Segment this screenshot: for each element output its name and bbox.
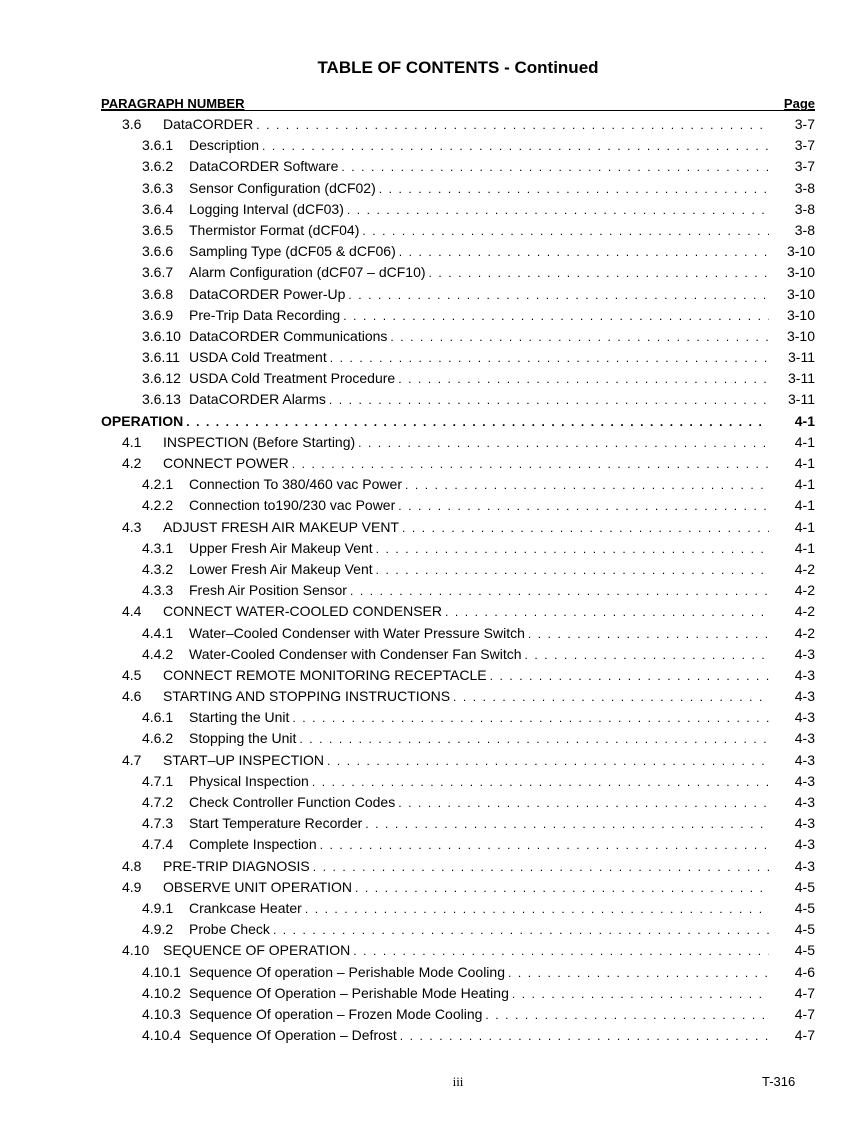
- toc-entry[interactable]: [101, 964, 815, 985]
- toc-entry-title: OBSERVE UNIT OPERATION: [163, 878, 353, 895]
- toc-entry[interactable]: [101, 434, 815, 455]
- toc-entry-number: 4.3.2: [142, 560, 174, 577]
- toc-entry-number: 4.3: [122, 518, 142, 535]
- toc-entry-number: 4.6: [122, 688, 142, 705]
- dot-leader: [329, 393, 769, 407]
- toc-entry-title: Complete Inspection: [189, 836, 317, 853]
- toc-entry-title: Water-Cooled Condenser with Condenser Fan Switch: [189, 645, 522, 662]
- toc-entry-number: 4.2.1: [142, 476, 174, 493]
- toc-entry-page: 4-3: [794, 688, 815, 705]
- toc-entry-title: Starting the Unit: [189, 709, 290, 726]
- toc-entry[interactable]: [101, 942, 815, 963]
- toc-entry[interactable]: [101, 328, 815, 349]
- toc-entry[interactable]: [101, 222, 815, 243]
- toc-entry[interactable]: [101, 646, 815, 667]
- toc-entry-page: 3-8: [794, 179, 815, 196]
- toc-entry-number: 4.3.1: [142, 539, 174, 556]
- toc-entry-number: 4.6.2: [142, 730, 174, 747]
- toc-entry-number: 4.9.2: [142, 921, 174, 938]
- page-title: TABLE OF CONTENTS - Continued: [317, 58, 599, 77]
- toc-entry[interactable]: [101, 730, 815, 751]
- toc-entry-number: 3.6: [122, 116, 142, 132]
- toc-entry-number: 3.6.2: [142, 158, 174, 175]
- toc-entry-page: 4-7: [794, 1005, 815, 1022]
- dot-leader: [376, 563, 769, 577]
- page-header: Page: [783, 96, 815, 111]
- toc-entry-title: Sequence Of Operation – Defrost: [189, 1027, 397, 1044]
- toc-entry[interactable]: [101, 625, 815, 646]
- toc-entry-title: Probe Check: [189, 921, 270, 938]
- toc-entry-page: 3-10: [786, 264, 815, 281]
- toc-entry[interactable]: [101, 900, 815, 921]
- toc-entry-page: 3-11: [788, 349, 815, 366]
- toc-entry-page: 4-3: [794, 857, 815, 874]
- toc-entry[interactable]: [101, 921, 815, 942]
- toc-entry-title: SEQUENCE OF OPERATION: [163, 942, 351, 959]
- toc-entry-title: DataCORDER Power-Up: [189, 285, 346, 302]
- dot-leader: [347, 203, 769, 217]
- toc-entry-number: 4.8: [122, 857, 142, 874]
- dot-leader: [453, 690, 769, 704]
- toc-entry[interactable]: [101, 603, 815, 624]
- toc-entry-page: 3-8: [794, 200, 815, 217]
- toc-entry-page: 4-1: [794, 518, 815, 535]
- dot-leader: [292, 457, 769, 471]
- dot-leader: [312, 775, 769, 789]
- toc-entry[interactable]: [101, 264, 815, 285]
- toc-entry-title: ADJUST FRESH AIR MAKEUP VENT: [163, 518, 399, 535]
- toc-entry[interactable]: [101, 836, 815, 857]
- toc-entry-title: Check Controller Function Codes: [189, 794, 396, 810]
- toc-entry-title: Thermistor Format (dCF04): [189, 221, 360, 238]
- dot-leader: [305, 902, 769, 916]
- dot-leader: [429, 266, 769, 280]
- toc-list: [101, 116, 815, 1048]
- toc-entry-page: 4-3: [794, 645, 815, 662]
- toc-entry-number: 4.5: [122, 666, 142, 683]
- toc-entry-page: 4-5: [794, 921, 815, 938]
- dot-leader: [343, 309, 769, 323]
- toc-entry-page: 3-10: [786, 327, 815, 344]
- toc-entry-number: 3.6.4: [142, 200, 174, 217]
- toc-entry-page: 4-3: [794, 751, 815, 768]
- dot-leader: [299, 732, 769, 746]
- dot-leader: [355, 881, 769, 895]
- dot-leader: [186, 415, 769, 429]
- toc-entry[interactable]: [101, 1027, 815, 1048]
- dot-leader: [353, 944, 769, 958]
- dot-leader: [273, 923, 769, 937]
- toc-entry-number: 3.6.1: [142, 137, 174, 154]
- dot-leader: [528, 627, 769, 641]
- toc-entry-number: 4.7.3: [142, 815, 174, 832]
- dot-leader: [398, 796, 769, 810]
- toc-entry[interactable]: [101, 370, 815, 391]
- toc-entry-page: 4-1: [794, 497, 815, 514]
- toc-entry[interactable]: [101, 519, 815, 540]
- toc-entry-title: Start Temperature Recorder: [189, 815, 363, 832]
- toc-entry-number: 4.10.3: [142, 1005, 181, 1022]
- toc-entry-page: 4-3: [794, 815, 815, 832]
- toc-entry[interactable]: [101, 582, 815, 603]
- dot-leader: [256, 118, 769, 132]
- dot-leader: [445, 605, 769, 619]
- toc-entry[interactable]: [101, 985, 815, 1006]
- toc-entry[interactable]: [101, 688, 815, 709]
- toc-entry-title: Stopping the Unit: [189, 730, 297, 747]
- toc-entry-number: 4.7: [122, 751, 142, 768]
- dot-leader: [399, 245, 769, 259]
- toc-entry-title: Logging Interval (dCF03): [189, 200, 344, 217]
- dot-leader: [313, 860, 769, 874]
- toc-entry[interactable]: [101, 158, 815, 179]
- dot-leader: [379, 182, 769, 196]
- toc-entry-page: 3-7: [794, 116, 815, 132]
- toc-entry-page: 4-3: [794, 794, 815, 810]
- toc-entry[interactable]: [101, 752, 815, 773]
- toc-entry[interactable]: [101, 201, 815, 222]
- toc-entry-page: 4-7: [794, 984, 815, 1001]
- toc-entry-number: 3.6.12: [142, 370, 181, 387]
- toc-entry-title: DataCORDER Alarms: [189, 391, 326, 408]
- toc-entry-number: 4.9.1: [142, 899, 174, 916]
- toc-entry-page: 3-11: [788, 370, 815, 387]
- toc-entry-number: 4.4.2: [142, 645, 174, 662]
- toc-entry-number: 4.7.1: [142, 772, 174, 789]
- dot-leader: [365, 817, 769, 831]
- dot-leader: [330, 351, 769, 365]
- toc-entry-title: Connection to190/230 vac Power: [189, 497, 396, 514]
- toc-entry-page: 4-3: [794, 772, 815, 789]
- toc-entry[interactable]: [101, 349, 815, 370]
- toc-entry[interactable]: [101, 667, 815, 688]
- dot-leader: [525, 648, 769, 662]
- toc-entry-number: 3.6.6: [142, 243, 174, 260]
- toc-entry-number: 3.6.5: [142, 221, 174, 238]
- toc-entry-page: 4-1: [794, 433, 815, 450]
- toc-entry-page: 4-2: [794, 582, 815, 599]
- toc-entry[interactable]: [101, 561, 815, 582]
- toc-entry-title: CONNECT WATER-COOLED CONDENSER: [163, 603, 442, 620]
- toc-entry-title: Crankcase Heater: [189, 899, 302, 916]
- toc-entry-title: Description: [189, 137, 260, 154]
- dot-leader: [512, 987, 769, 1001]
- dot-leader: [508, 966, 769, 980]
- column-header: [101, 96, 815, 111]
- toc-entry-page: 4-7: [794, 1027, 815, 1044]
- dot-leader: [405, 478, 769, 492]
- toc-entry-page: 4-2: [794, 624, 815, 641]
- toc-entry-page: 4-3: [794, 730, 815, 747]
- dot-leader: [400, 1029, 769, 1043]
- toc-entry-number: 4.7.2: [142, 794, 174, 810]
- toc-entry[interactable]: [101, 391, 815, 412]
- toc-entry-number: 3.6.13: [142, 391, 181, 408]
- toc-entry-number: 4.3.3: [142, 582, 174, 599]
- toc-entry-title: Pre-Trip Data Recording: [189, 306, 341, 323]
- dot-leader: [320, 838, 769, 852]
- toc-entry-title: CONNECT REMOTE MONITORING RECEPTACLE: [163, 666, 487, 683]
- toc-entry-page: 4-5: [794, 942, 815, 959]
- toc-entry-title: OPERATION: [101, 412, 184, 429]
- toc-entry-page: 4-1: [794, 412, 815, 429]
- paragraph-number-header: PARAGRAPH NUMBER: [101, 96, 245, 111]
- toc-entry[interactable]: [101, 879, 815, 900]
- toc-entry-number: 3.6.8: [142, 285, 174, 302]
- dot-leader: [358, 436, 769, 450]
- toc-entry-number: 3.6.10: [142, 327, 181, 344]
- toc-entry-title: Sequence Of operation – Perishable Mode Cooling: [189, 963, 505, 980]
- toc-entry-number: 4.9: [122, 878, 142, 895]
- toc-entry-number: 4.4: [122, 603, 142, 620]
- toc-entry[interactable]: [101, 307, 815, 328]
- toc-entry-page: 3-7: [794, 158, 815, 175]
- toc-entry[interactable]: [101, 497, 815, 518]
- toc-entry-title: Sequence Of operation – Frozen Mode Cooling: [189, 1005, 483, 1022]
- toc-entry-number: 3.6.7: [142, 264, 174, 281]
- dot-leader: [490, 669, 769, 683]
- toc-entry-number: 4.10.4: [142, 1027, 181, 1044]
- toc-entry-page: 4-2: [794, 603, 815, 620]
- toc-entry-number: 4.2: [122, 455, 142, 471]
- toc-entry[interactable]: [101, 455, 815, 476]
- toc-entry-number: 3.6.11: [142, 349, 180, 366]
- page-number: iii: [452, 1074, 464, 1089]
- dot-leader: [362, 224, 769, 238]
- toc-entry-page: 4-2: [794, 560, 815, 577]
- dot-leader: [398, 499, 769, 513]
- toc-entry-title: Sensor Configuration (dCF02): [189, 179, 376, 196]
- toc-entry-title: USDA Cold Treatment Procedure: [189, 370, 396, 387]
- toc-entry[interactable]: [101, 773, 815, 794]
- toc-entry-number: 4.10.2: [142, 984, 181, 1001]
- toc-entry-number: 4.6.1: [142, 709, 174, 726]
- dot-leader: [348, 288, 769, 302]
- toc-entry-page: 3-7: [794, 137, 815, 154]
- toc-entry-page: 4-6: [794, 963, 815, 980]
- dot-leader: [485, 1008, 769, 1022]
- toc-entry-title: DataCORDER: [163, 116, 254, 132]
- toc-entry-title: DataCORDER Communications: [189, 327, 388, 344]
- toc-entry[interactable]: [101, 858, 815, 879]
- dot-leader: [350, 584, 769, 598]
- toc-entry-number: 3.6.3: [142, 179, 174, 196]
- toc-entry[interactable]: [101, 137, 815, 158]
- dot-leader: [341, 160, 769, 174]
- toc-entry[interactable]: [101, 243, 815, 264]
- toc-entry-title: Sequence Of Operation – Perishable Mode Heating: [189, 984, 509, 1001]
- toc-entry[interactable]: [101, 540, 815, 561]
- toc-entry-title: PRE-TRIP DIAGNOSIS: [163, 857, 310, 874]
- toc-entry-number: 4.7.4: [142, 836, 174, 853]
- toc-entry-page: 4-3: [794, 836, 815, 853]
- dot-leader: [398, 372, 769, 386]
- toc-entry-number: 4.10: [122, 942, 150, 959]
- toc-entry[interactable]: [101, 413, 815, 434]
- dot-leader: [327, 754, 769, 768]
- toc-entry-title: Alarm Configuration (dCF07 – dCF10): [189, 264, 426, 281]
- toc-entry-page: 3-10: [786, 243, 815, 260]
- toc-entry-page: 4-5: [794, 878, 815, 895]
- toc-entry[interactable]: [101, 815, 815, 836]
- toc-entry-title: START–UP INSPECTION: [163, 751, 325, 768]
- dot-leader: [402, 521, 769, 535]
- toc-entry-page: 4-1: [794, 539, 815, 556]
- dot-leader: [376, 542, 769, 556]
- toc-entry-page: 3-10: [786, 285, 815, 302]
- toc-entry-title: Water–Cooled Condenser with Water Pressure Switch: [189, 624, 525, 641]
- toc-entry[interactable]: [101, 1006, 815, 1027]
- toc-entry-title: Connection To 380/460 vac Power: [189, 476, 402, 493]
- toc-entry[interactable]: [101, 476, 815, 497]
- toc-entry-title: Upper Fresh Air Makeup Vent: [189, 539, 373, 556]
- toc-entry-title: Sampling Type (dCF05 & dCF06): [189, 243, 396, 260]
- dot-leader: [292, 711, 769, 725]
- toc-entry[interactable]: [101, 709, 815, 730]
- toc-entry-number: 4.4.1: [142, 624, 174, 641]
- toc-entry-title: Physical Inspection: [189, 772, 309, 789]
- toc-entry-title: Lower Fresh Air Makeup Vent: [189, 560, 373, 577]
- toc-entry-title: Fresh Air Position Sensor: [189, 582, 347, 599]
- toc-entry-page: 4-1: [794, 476, 815, 493]
- toc-entry-page: 3-10: [786, 306, 815, 323]
- dot-leader: [262, 139, 769, 153]
- toc-entry[interactable]: [101, 794, 815, 815]
- toc-entry[interactable]: [101, 180, 815, 201]
- toc-entry[interactable]: [101, 116, 815, 137]
- toc-entry-number: 4.2.2: [142, 497, 174, 514]
- toc-entry-title: INSPECTION (Before Starting): [163, 433, 356, 450]
- toc-entry-page: 4-3: [794, 666, 815, 683]
- toc-entry-title: DataCORDER Software: [189, 158, 339, 175]
- toc-entry-number: 4.10.1: [142, 963, 181, 980]
- toc-entry-title: STARTING AND STOPPING INSTRUCTIONS: [163, 688, 451, 705]
- toc-entry-title: CONNECT POWER: [163, 455, 289, 471]
- document-id: T-316: [762, 1074, 796, 1089]
- toc-entry-page: 3-8: [794, 221, 815, 238]
- toc-entry-page: 4-3: [794, 709, 815, 726]
- toc-entry-number: 4.1: [122, 433, 142, 450]
- toc-entry-title: USDA Cold Treatment: [189, 349, 327, 366]
- toc-entry-page: 4-5: [794, 899, 815, 916]
- dot-leader: [390, 330, 769, 344]
- toc-entry-page: 4-1: [794, 455, 815, 471]
- toc-entry-number: 3.6.9: [142, 306, 174, 323]
- toc-entry-page: 3-11: [788, 391, 815, 408]
- toc-entry[interactable]: [101, 286, 815, 307]
